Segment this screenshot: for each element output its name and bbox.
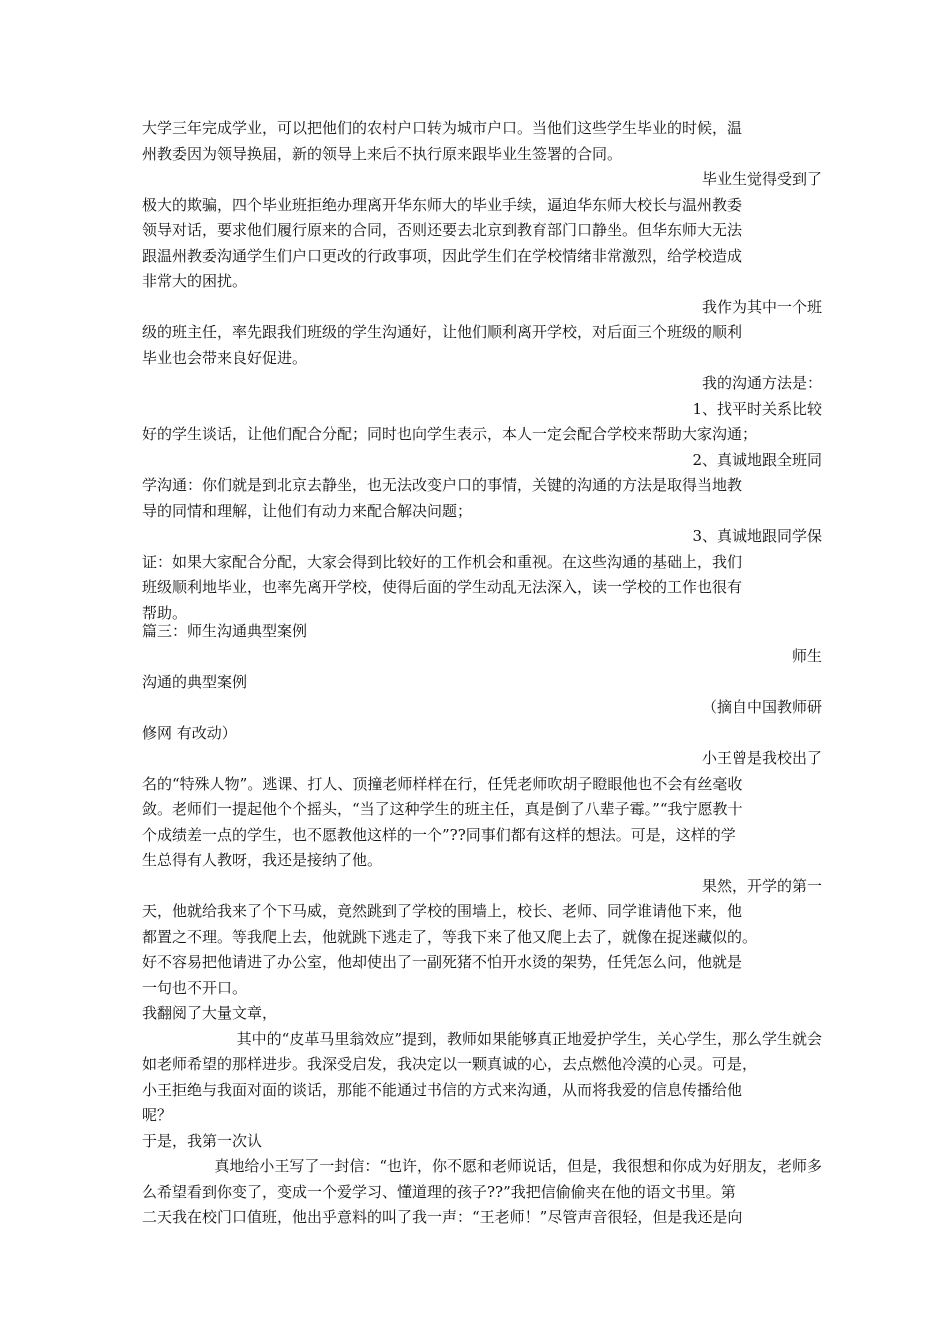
text-line: 其中的“皮革马里翁效应”提到，教师如果能够真正地爱护学生，关心学生，那么学生就会 [236,1030,822,1048]
text-line: 果然，开学的第一 [701,877,822,895]
text-line: 么希望看到你变了，变成一个爱学习、懂道理的孩子??”我把信偷偷夹在他的语文书里。第 [142,1183,736,1201]
text-line: 帮助。 [142,604,188,622]
text-line: 1、找平时关系比较 [692,400,822,418]
text-line: 州教委因为领导换届，新的领导上来后不执行原来跟毕业生签署的合同。 [142,145,623,163]
text-line: 非常大的困扰。 [142,272,248,290]
text-line: 于是，我第一次认 [142,1132,263,1150]
text-line: 极大的欺骗，四个毕业班拒绝办理离开华东师大的毕业手续，逼迫华东师大校长与温州教委 [142,196,743,214]
text-line: （摘自中国教师研 [701,698,822,716]
text-line: 天，他就给我来了个下马威，竟然跳到了学校的围墙上，校长、老师、同学谁请他下来，他 [142,902,743,920]
text-line: 沟通的典型案例 [142,673,248,691]
text-line: 证：如果大家配合分配，大家会得到比较好的工作机会和重视。在这些沟通的基础上，我们 [142,553,743,571]
text-line: 修网 有改动） [142,724,237,742]
text-line: 毕业也会带来良好促进。 [142,349,308,367]
text-line: 级的班主任，率先跟我们班级的学生沟通好，让他们顺利离开学校，对后面三个班级的顺利 [142,323,743,341]
text-line: 好不容易把他请进了办公室，他却使出了一副死猪不怕开水烫的架势，任凭怎么问，他就是 [142,953,743,971]
text-line: 领导对话，要求他们履行原来的合同，否则还要去北京到教育部门口静坐。但华东师大无法 [142,221,743,239]
text-line: 呢？ [142,1106,173,1124]
text-line: 小王拒绝与我面对面的谈话，那能不能通过书信的方式来沟通，从而将我爱的信息传播给他 [142,1081,743,1099]
text-line: 我的沟通方法是： [701,374,822,392]
text-line: 如老师希望的那样进步。我深受启发，我决定以一颗真诚的心，去点燃他冷漠的心灵。可是， [142,1055,758,1073]
text-line: 都置之不理。等我爬上去，他就跳下逃走了，等我下来了他又爬上去了，就像在捉迷藏似的。 [142,928,758,946]
text-line: 3、真诚地跟同学保 [692,527,822,545]
text-line: 师生 [791,647,822,665]
text-line: 个成绩差一点的学生，也不愿教他这样的一个”??同事们都有这样的想法。可是，这样的学 [142,826,736,844]
text-line: 二天我在校门口值班，他出乎意料的叫了我一声：“王老师！”尽管声音很轻，但是我还是向 [142,1208,743,1226]
text-line: 大学三年完成学业，可以把他们的农村户口转为城市户口。当他们这些学生毕业的时候，温 [142,119,743,137]
text-line: 导的同情和理解，让他们有动力来配合解决问题； [142,502,473,520]
text-line: 真地给小王写了一封信：“也许，你不愿和老师说话，但是，我很想和你成为好朋友，老师多 [214,1157,822,1175]
section-heading: 篇三：师生沟通典型案例 [142,622,308,640]
text-line: 我翻阅了大量文章， [142,1004,278,1022]
text-line: 班级顺利地毕业，也率先离开学校，使得后面的学生动乱无法深入，读一学校的工作也很有 [142,578,743,596]
text-line: 敛。老师们一提起他个个摇头，“当了这种学生的班主任，真是倒了八辈子霉。”“我宁愿教十 [142,800,743,818]
text-line: 一句也不开口。 [142,979,248,997]
text-line: 生总得有人教呀，我还是接纳了他。 [142,851,383,869]
text-line: 好的学生谈话，让他们配合分配；同时也向学生表示，本人一定会配合学校来帮助大家沟通； [142,425,758,443]
text-line: 2、真诚地跟全班同 [692,451,822,469]
text-line: 学沟通：你们就是到北京去静坐，也无法改变户口的事情，关键的沟通的方法是取得当地教 [142,476,743,494]
text-line: 毕业生觉得受到了 [701,170,822,188]
text-line: 小王曾是我校出了 [701,749,822,767]
text-line: 跟温州教委沟通学生们户口更改的行政事项，因此学生们在学校情绪非常激烈，给学校造成 [142,247,743,265]
text-line: 我作为其中一个班 [701,298,822,316]
text-line: 名的“特殊人物”。逃课、打人、顶撞老师样样在行，任凭老师吹胡子瞪眼他也不会有丝毫收 [142,775,743,793]
